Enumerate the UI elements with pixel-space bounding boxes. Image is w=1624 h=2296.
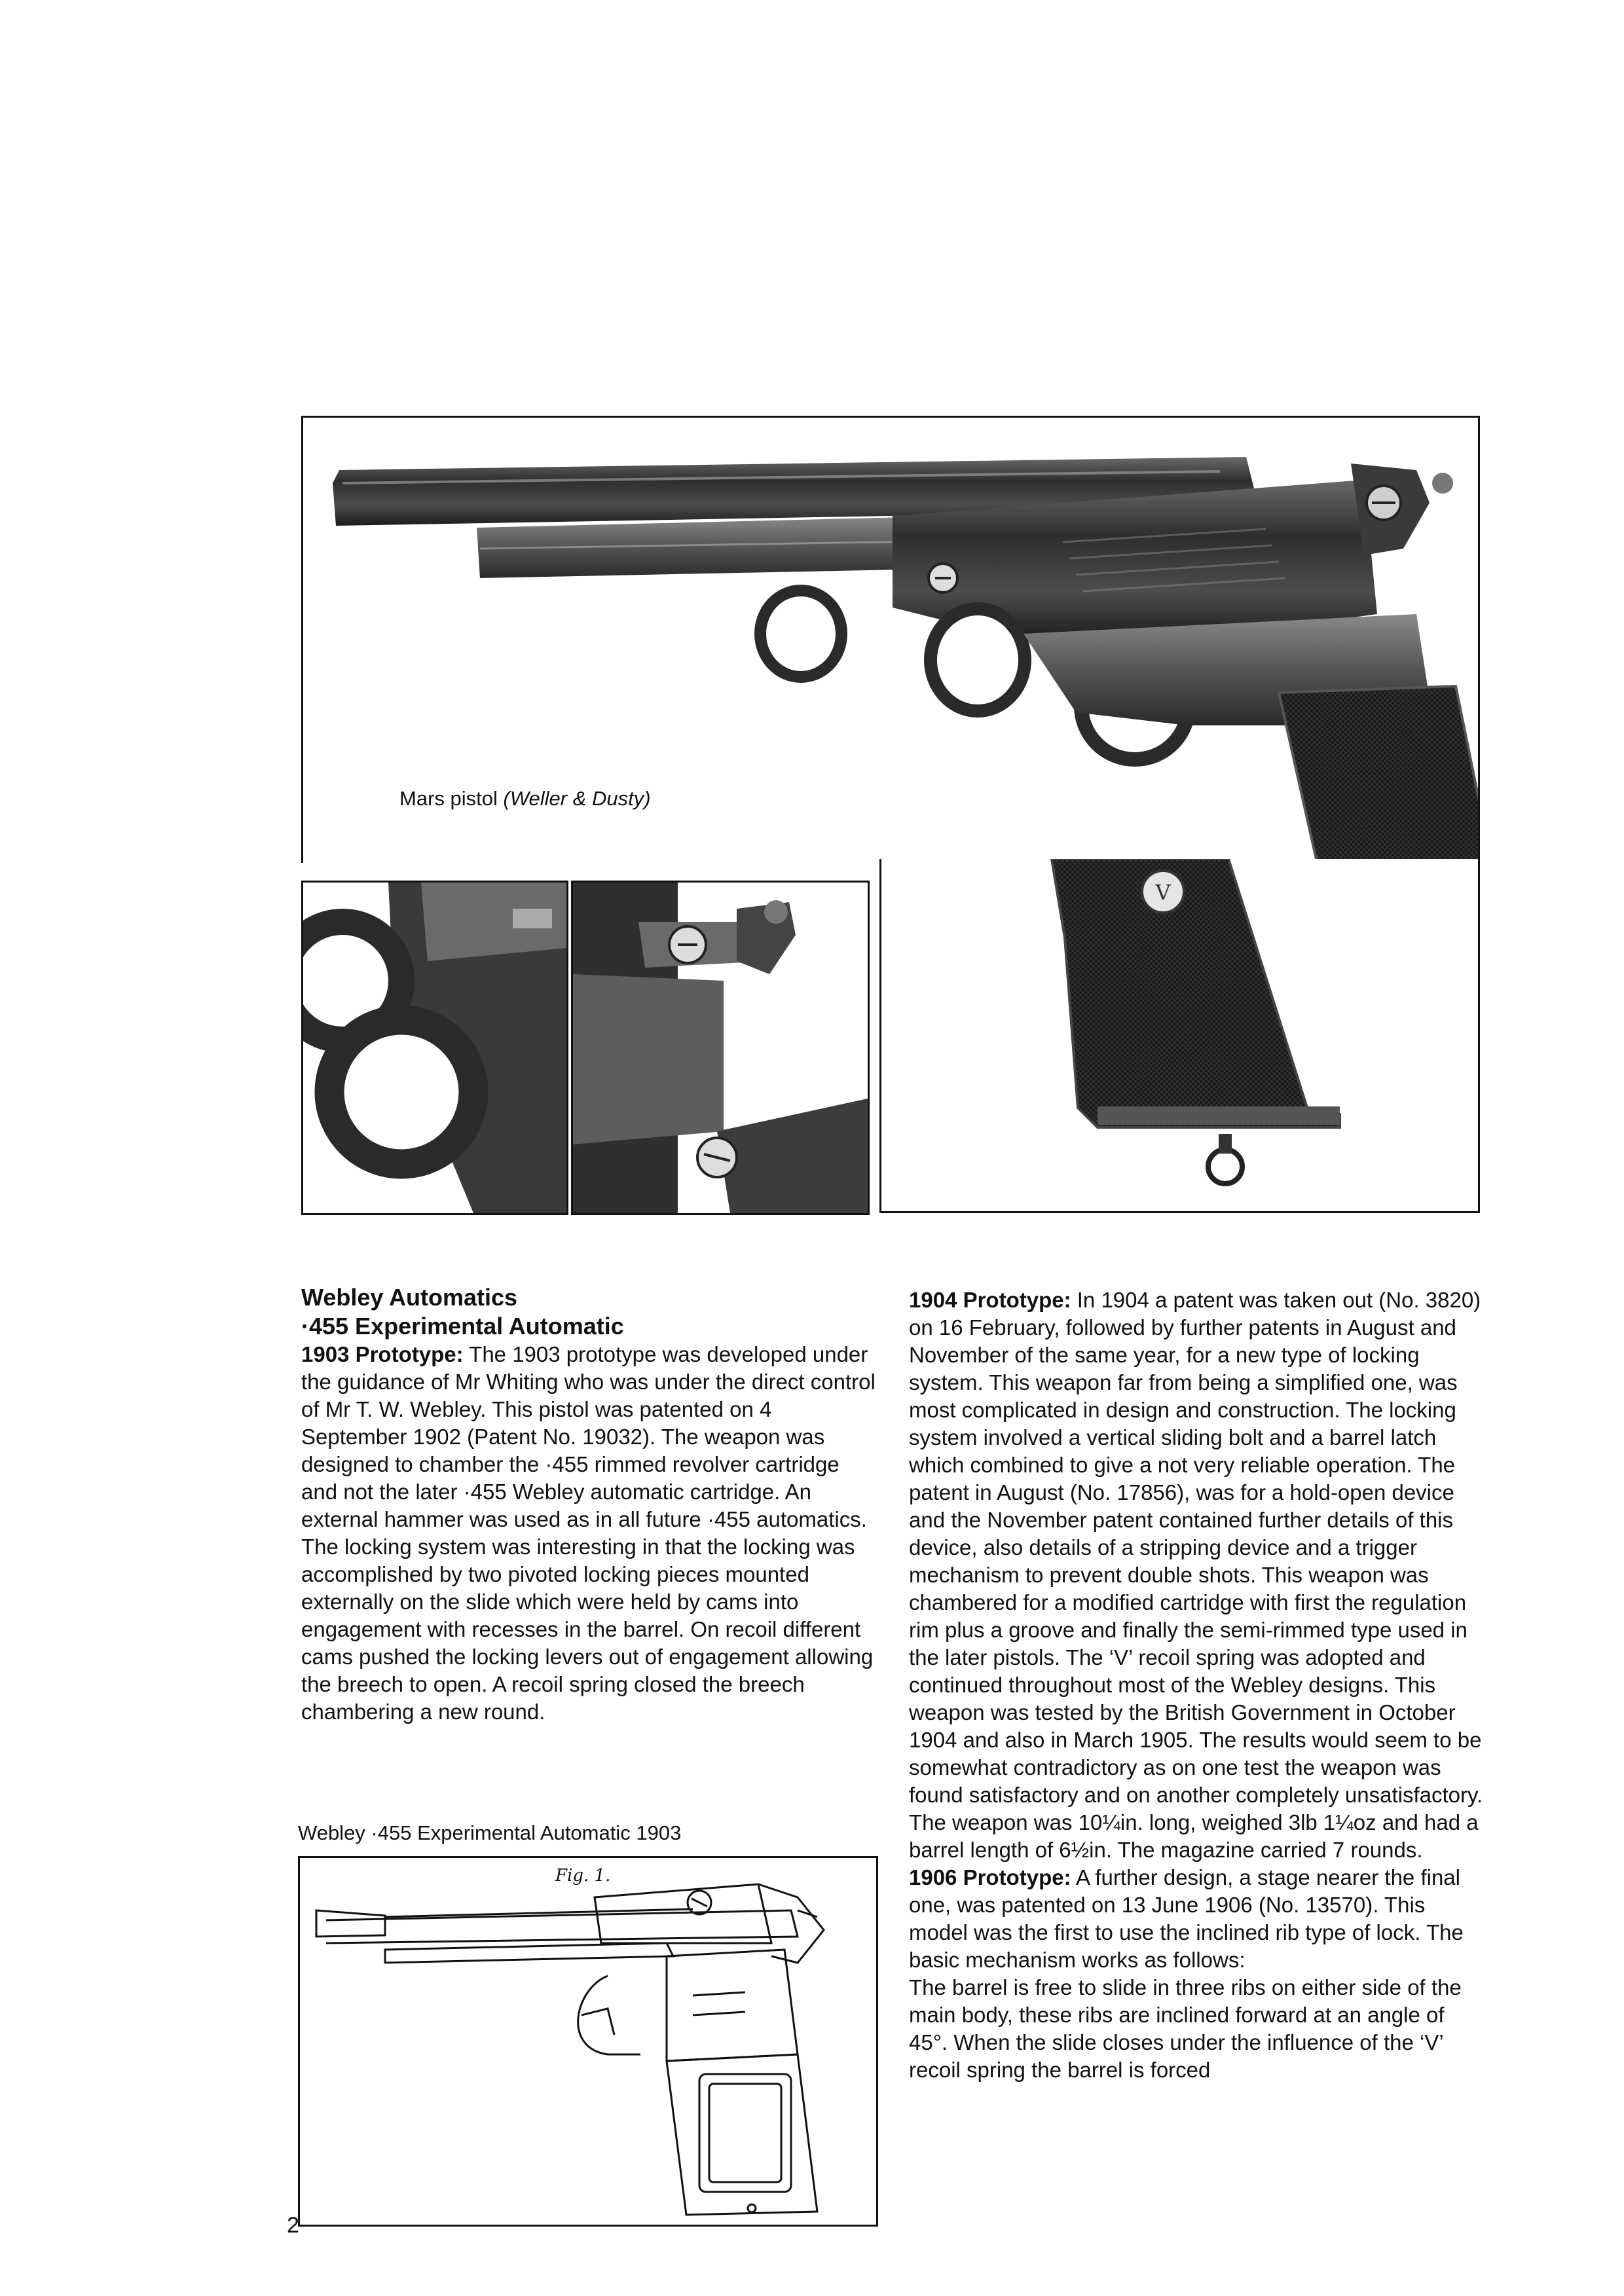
main-photo-grip-frame [879, 859, 1480, 1213]
text-1904-prototype: In 1904 a patent was taken out (No. 3820) on 16 February, followed by further patents in August and November of the same year, for a new type of locking system. This weapon far from being a simplified one, was most complicated in design and construction. The locking system involved a vertical sliding bolt and a barrel latch which combined to give a not very reliable operation. The patent in August (No. 17856), was for a hold-open device and the November patent contained further details of this device, also details of a stripping device and a trigger mechanism to prevent double shots. This weapon was chambered for a modified cartridge with first the regulation rim plus a groove and finally the semi-rimmed type used in the later pistols. The ‘V’ recoil spring was adopted and continued throughout most of the Webley designs. This weapon was tested by the British Government in October 1904 and also in March 1905. The results would seem to be somewhat contradictory as on one test the weapon was found satisfactory and on another completely unsatisfactory. The weapon was 10¼in. long, weighed 3lb 1¼oz and had a barrel length of 6½in. The magazine carried 7 rounds. [909, 1288, 1483, 1862]
diagram-frame [298, 1856, 878, 2227]
inset-photo-1 [301, 881, 568, 1215]
main-photo-caption [399, 786, 792, 812]
pistol-grip-photo [881, 859, 1478, 1211]
diagram-fig-label: Fig. 1. [555, 1866, 611, 1886]
paragraph-1904 [909, 1286, 1485, 1864]
label-1906-prototype: 1906 Prototype: [909, 1865, 1071, 1889]
text-1903-prototype: The 1903 prototype was developed under the guidance of Mr Whiting who was under the direct control of Mr T. W. Webley. This pistol was patented on 4 September 1902 (Patent No. 19032). The weapon was designed to chamber the ·455 rimmed revolver cartridge and not the later ·455 Webley automatic cartridge. An external hammer was used as in all future ·455 automatics. The locking system was interesting in that the locking was accomplished by two pivoted locking pieces mounted externally on the slide which were held by cams into engagement with recesses in the barrel. On recoil different cams pushed the locking levers out of engagement allowing the breech to open. A recoil spring closed the breech chambering a new round. [301, 1342, 876, 1724]
patent-drawing [300, 1858, 876, 2225]
inset-photo-2-image [573, 883, 868, 1213]
heading-455-experimental: ·455 Experimental Automatic [301, 1313, 624, 1339]
paragraph-1906-continued: The barrel is free to slide in three ribs on either side of the main body, these ribs are inclined forward at an angle of 45°. When the slide closes under the influence of the ‘V’ recoil spring the barrel is forced [909, 1975, 1462, 2082]
paragraph-1903 [301, 1341, 877, 1726]
inset-photo-2 [571, 881, 870, 1215]
svg-text:V: V [1155, 880, 1171, 905]
left-column [301, 1283, 877, 1726]
inset-photo-1-image [303, 883, 566, 1213]
paragraph-1906 [909, 1864, 1485, 1974]
text-1906-prototype: A further design, a stage nearer the final one, was patented on 13 June 1906 (No. 13570). This model was the first to use the inclined rib type of lock. The basic mechanism works as follows: [909, 1865, 1464, 1972]
page-number: 2 [287, 2213, 299, 2238]
main-photo-caption-text: Mars pistol [399, 787, 498, 810]
label-1903-prototype: 1903 Prototype: [301, 1342, 464, 1366]
main-photo-credit: (Weller & Dusty) [503, 787, 651, 810]
diagram-caption: Webley ·455 Experimental Automatic 1903 [298, 1821, 682, 1844]
label-1904-prototype: 1904 Prototype: [909, 1288, 1071, 1312]
right-column [909, 1286, 1485, 2084]
heading-webley-automatics: Webley Automatics [301, 1284, 518, 1311]
